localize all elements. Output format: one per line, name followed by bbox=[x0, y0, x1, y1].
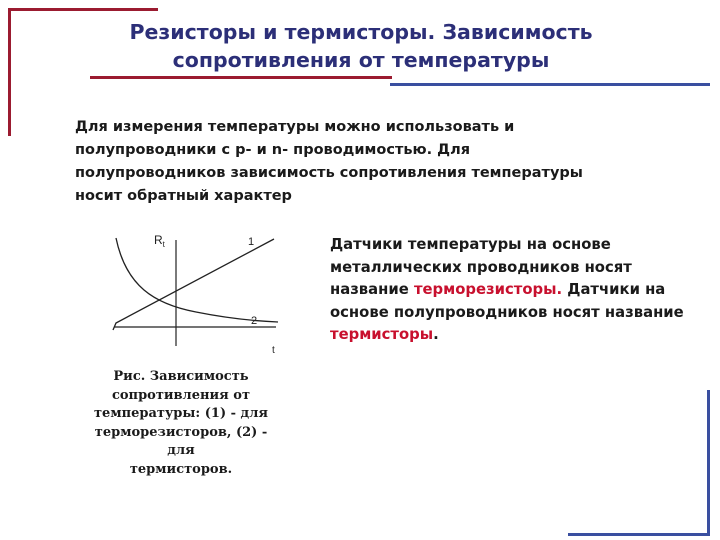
caption-line-5: термисторов. bbox=[129, 461, 233, 477]
intro-line-3: полупроводников зависимость сопротивления температуры bbox=[75, 165, 583, 181]
curve-2-label: 2 bbox=[251, 315, 258, 327]
intro-paragraph bbox=[75, 116, 695, 208]
title-rule-red bbox=[90, 76, 392, 79]
curve-1-label: 1 bbox=[248, 236, 255, 248]
frame-blue-bottom bbox=[568, 533, 710, 536]
page-title bbox=[96, 18, 626, 74]
intro-line-1: Для измерения температуры можно использовать и bbox=[75, 119, 515, 135]
figure-caption bbox=[84, 368, 278, 479]
caption-line-1: Рис. Зависимость bbox=[113, 369, 249, 384]
term-thermoresistors: терморезисторы. bbox=[413, 281, 563, 298]
caption-line-4: терморезисторов, (2) - для bbox=[94, 424, 268, 458]
frame-blue-right bbox=[707, 390, 710, 536]
title-line-2: сопротивления от температуры bbox=[172, 48, 550, 72]
intro-line-4: носит обратный характер bbox=[75, 188, 292, 204]
y-axis-label: $R_t$ bbox=[154, 233, 165, 249]
intro-line-2: полупроводники с p- и n- проводимостью. Для bbox=[75, 142, 471, 158]
x-axis-label: t bbox=[272, 345, 275, 356]
side-paragraph bbox=[330, 234, 700, 347]
title-line-1: Резисторы и термисторы. Зависимость bbox=[129, 20, 593, 44]
resistance-temperature-graph bbox=[96, 228, 296, 358]
title-rule-blue bbox=[390, 83, 710, 86]
term-thermistors: термисторы bbox=[330, 326, 434, 343]
caption-line-3: температуры: (1) - для bbox=[94, 406, 268, 421]
frame-red-top bbox=[8, 8, 158, 11]
frame-red-vertical bbox=[8, 8, 11, 136]
caption-line-2: сопротивления от bbox=[111, 387, 251, 403]
curve-1-line bbox=[113, 239, 274, 330]
side-text-part-2: Датчики на основе полупроводников носят название bbox=[330, 281, 684, 321]
side-text-part-1: Датчики температуры на основе металлических проводников носят название bbox=[330, 236, 632, 298]
side-text-end: . bbox=[433, 326, 439, 343]
